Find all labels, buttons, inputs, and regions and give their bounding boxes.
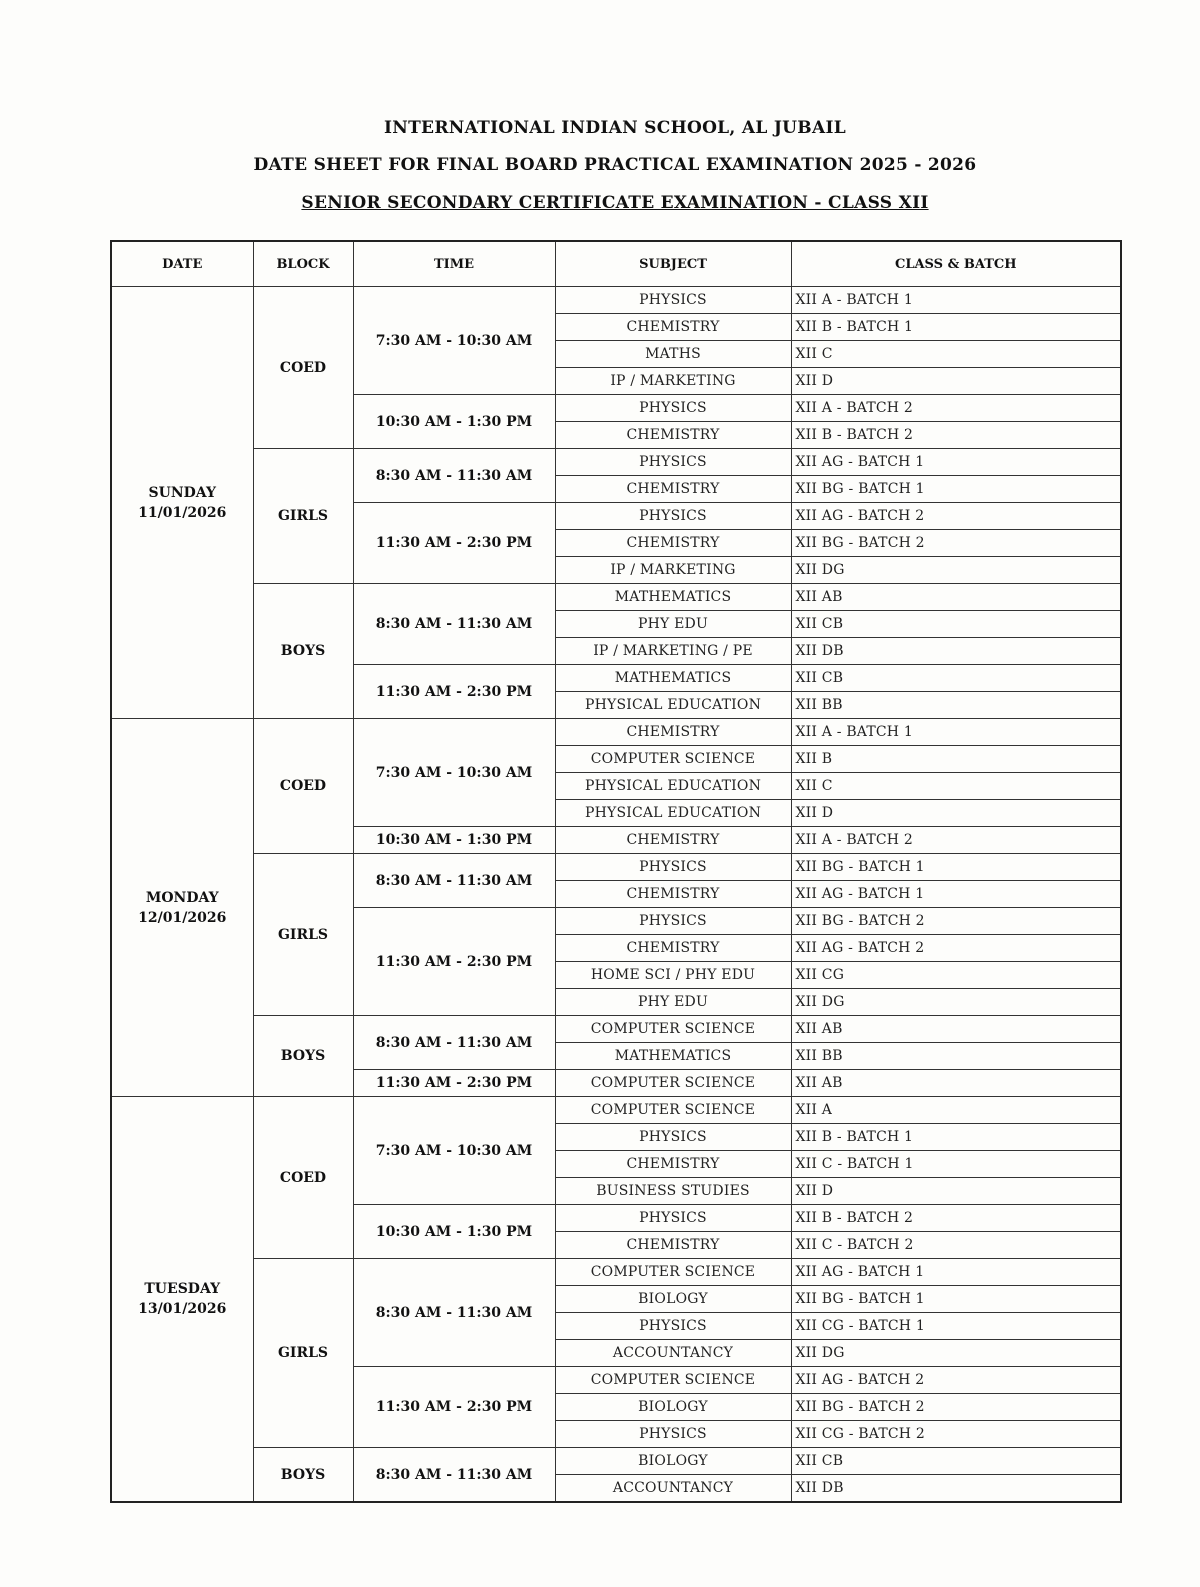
- subject-cell: CHEMISTRY: [555, 881, 791, 908]
- table-row: [111, 719, 1121, 746]
- class-batch-cell: XII D: [791, 368, 1121, 395]
- subject-cell: COMPUTER SCIENCE: [555, 746, 791, 773]
- class-batch-cell: XII AB: [791, 1070, 1121, 1097]
- class-batch-cell: XII DB: [791, 638, 1121, 665]
- exam-date: 13/01/2026: [138, 1301, 227, 1317]
- class-batch-cell: XII C - BATCH 2: [791, 1232, 1121, 1259]
- table-body: [111, 287, 1121, 1503]
- class-batch-cell: XII BG - BATCH 1: [791, 1286, 1121, 1313]
- class-batch-cell: XII CB: [791, 611, 1121, 638]
- day-name: MONDAY: [145, 889, 219, 906]
- subject-cell: PHYSICAL EDUCATION: [555, 800, 791, 827]
- class-batch-cell: XII DG: [791, 989, 1121, 1016]
- subject-cell: CHEMISTRY: [555, 719, 791, 746]
- subject-cell: COMPUTER SCIENCE: [555, 1016, 791, 1043]
- exam-date: 11/01/2026: [138, 504, 227, 521]
- document-header: [110, 118, 1120, 213]
- subject-cell: CHEMISTRY: [555, 827, 791, 854]
- subject-cell: IP / MARKETING / PE: [555, 638, 791, 665]
- block-cell: BOYS: [253, 1448, 353, 1503]
- subject-cell: PHYSICS: [555, 908, 791, 935]
- class-batch-cell: XII BB: [791, 692, 1121, 719]
- time-slot-cell: 7:30 AM - 10:30 AM: [353, 719, 555, 827]
- column-header-time: TIME: [353, 241, 555, 287]
- class-batch-cell: XII B - BATCH 1: [791, 314, 1121, 341]
- document-title: DATE SHEET FOR FINAL BOARD PRACTICAL EXAMINATION 2025 - 2026: [253, 155, 977, 175]
- column-header-class-batch: CLASS & BATCH: [791, 241, 1121, 287]
- class-batch-cell: XII AB: [791, 584, 1121, 611]
- class-batch-cell: XII BG - BATCH 2: [791, 1394, 1121, 1421]
- class-batch-cell: XII AG - BATCH 1: [791, 449, 1121, 476]
- subject-cell: PHYSICS: [555, 1313, 791, 1340]
- time-slot-cell: 11:30 AM - 2:30 PM: [353, 665, 555, 719]
- block-cell: COED: [253, 719, 353, 854]
- class-batch-cell: XII A - BATCH 2: [791, 827, 1121, 854]
- class-batch-cell: XII C: [791, 773, 1121, 800]
- class-batch-cell: XII BG - BATCH 1: [791, 476, 1121, 503]
- class-batch-cell: XII CG - BATCH 2: [791, 1421, 1121, 1448]
- subject-cell: PHYSICAL EDUCATION: [555, 773, 791, 800]
- time-slot-cell: 7:30 AM - 10:30 AM: [353, 1097, 555, 1205]
- subject-cell: BUSINESS STUDIES: [555, 1178, 791, 1205]
- class-batch-cell: XII C: [791, 341, 1121, 368]
- date-cell: [111, 719, 253, 1097]
- class-batch-cell: XII A - BATCH 2: [791, 395, 1121, 422]
- subject-cell: MATHEMATICS: [555, 665, 791, 692]
- table-row: [111, 449, 1121, 476]
- class-batch-cell: XII CG: [791, 962, 1121, 989]
- subject-cell: COMPUTER SCIENCE: [555, 1070, 791, 1097]
- block-cell: BOYS: [253, 584, 353, 719]
- class-batch-cell: XII B - BATCH 2: [791, 1205, 1121, 1232]
- class-batch-cell: XII AG - BATCH 2: [791, 1367, 1121, 1394]
- subject-cell: CHEMISTRY: [555, 1151, 791, 1178]
- class-batch-cell: XII AG - BATCH 1: [791, 1259, 1121, 1286]
- column-header-block: BLOCK: [253, 241, 353, 287]
- subject-cell: PHY EDU: [555, 989, 791, 1016]
- block-cell: BOYS: [253, 1016, 353, 1097]
- subject-cell: PHYSICS: [555, 287, 791, 314]
- day-name: TUESDAY: [144, 1281, 221, 1297]
- table-row: [111, 1448, 1121, 1475]
- subject-cell: CHEMISTRY: [555, 314, 791, 341]
- subject-cell: MATHEMATICS: [555, 1043, 791, 1070]
- class-batch-cell: XII CB: [791, 665, 1121, 692]
- subject-cell: MATHEMATICS: [555, 584, 791, 611]
- subject-cell: PHYSICS: [555, 1205, 791, 1232]
- subject-cell: PHYSICS: [555, 1421, 791, 1448]
- subject-cell: ACCOUNTANCY: [555, 1475, 791, 1503]
- subject-cell: IP / MARKETING: [555, 368, 791, 395]
- time-slot-cell: 10:30 AM - 1:30 PM: [353, 827, 555, 854]
- class-batch-cell: XII BG - BATCH 2: [791, 908, 1121, 935]
- subject-cell: BIOLOGY: [555, 1286, 791, 1313]
- subject-cell: CHEMISTRY: [555, 422, 791, 449]
- time-slot-cell: 8:30 AM - 11:30 AM: [353, 1448, 555, 1503]
- time-slot-cell: 8:30 AM - 11:30 AM: [353, 584, 555, 665]
- block-cell: COED: [253, 1097, 353, 1259]
- subject-cell: PHY EDU: [555, 611, 791, 638]
- time-slot-cell: 8:30 AM - 11:30 AM: [353, 854, 555, 908]
- class-batch-cell: XII AB: [791, 1016, 1121, 1043]
- subject-cell: CHEMISTRY: [555, 935, 791, 962]
- time-slot-cell: 8:30 AM - 11:30 AM: [353, 449, 555, 503]
- column-header-subject: SUBJECT: [555, 241, 791, 287]
- table-row: [111, 1259, 1121, 1286]
- subject-cell: ACCOUNTANCY: [555, 1340, 791, 1367]
- exam-date: 12/01/2026: [138, 909, 227, 926]
- day-name: SUNDAY: [148, 484, 216, 501]
- class-batch-cell: XII A: [791, 1097, 1121, 1124]
- subject-cell: PHYSICS: [555, 449, 791, 476]
- time-slot-cell: 11:30 AM - 2:30 PM: [353, 503, 555, 584]
- table-header-row: [111, 241, 1121, 287]
- block-cell: GIRLS: [253, 1259, 353, 1448]
- time-slot-cell: 10:30 AM - 1:30 PM: [353, 395, 555, 449]
- class-batch-cell: XII A - BATCH 1: [791, 287, 1121, 314]
- time-slot-cell: 8:30 AM - 11:30 AM: [353, 1259, 555, 1367]
- time-slot-cell: 11:30 AM - 2:30 PM: [353, 908, 555, 1016]
- class-batch-cell: XII A - BATCH 1: [791, 719, 1121, 746]
- table-row: [111, 1097, 1121, 1124]
- table-row: [111, 584, 1121, 611]
- subject-cell: HOME SCI / PHY EDU: [555, 962, 791, 989]
- class-batch-cell: XII DB: [791, 1475, 1121, 1503]
- block-cell: GIRLS: [253, 854, 353, 1016]
- class-batch-cell: XII D: [791, 800, 1121, 827]
- class-batch-cell: XII D: [791, 1178, 1121, 1205]
- class-batch-cell: XII DG: [791, 1340, 1121, 1367]
- subject-cell: PHYSICAL EDUCATION: [555, 692, 791, 719]
- subject-cell: BIOLOGY: [555, 1394, 791, 1421]
- school-name: INTERNATIONAL INDIAN SCHOOL, AL JUBAIL: [384, 118, 846, 138]
- subject-cell: PHYSICS: [555, 503, 791, 530]
- time-slot-cell: 11:30 AM - 2:30 PM: [353, 1070, 555, 1097]
- subject-cell: PHYSICS: [555, 854, 791, 881]
- time-slot-cell: 10:30 AM - 1:30 PM: [353, 1205, 555, 1259]
- class-batch-cell: XII BB: [791, 1043, 1121, 1070]
- subject-cell: COMPUTER SCIENCE: [555, 1367, 791, 1394]
- class-batch-cell: XII AG - BATCH 2: [791, 503, 1121, 530]
- subject-cell: PHYSICS: [555, 395, 791, 422]
- subject-cell: MATHS: [555, 341, 791, 368]
- subject-cell: IP / MARKETING: [555, 557, 791, 584]
- column-header-date: DATE: [111, 241, 253, 287]
- subject-cell: BIOLOGY: [555, 1448, 791, 1475]
- subject-cell: PHYSICS: [555, 1124, 791, 1151]
- date-cell: [111, 1097, 253, 1503]
- block-cell: GIRLS: [253, 449, 353, 584]
- table-row: [111, 287, 1121, 314]
- table-row: [111, 854, 1121, 881]
- class-batch-cell: XII BG - BATCH 2: [791, 530, 1121, 557]
- date-cell: [111, 287, 253, 719]
- subject-cell: COMPUTER SCIENCE: [555, 1259, 791, 1286]
- subject-cell: CHEMISTRY: [555, 1232, 791, 1259]
- class-batch-cell: XII AG - BATCH 1: [791, 881, 1121, 908]
- class-batch-cell: XII B - BATCH 1: [791, 1124, 1121, 1151]
- class-batch-cell: XII CB: [791, 1448, 1121, 1475]
- time-slot-cell: 11:30 AM - 2:30 PM: [353, 1367, 555, 1448]
- class-batch-cell: XII B: [791, 746, 1121, 773]
- subject-cell: CHEMISTRY: [555, 530, 791, 557]
- class-batch-cell: XII B - BATCH 2: [791, 422, 1121, 449]
- time-slot-cell: 8:30 AM - 11:30 AM: [353, 1016, 555, 1070]
- time-slot-cell: 7:30 AM - 10:30 AM: [353, 287, 555, 395]
- subject-cell: COMPUTER SCIENCE: [555, 1097, 791, 1124]
- document-subtitle: SENIOR SECONDARY CERTIFICATE EXAMINATION - CLASS XII: [301, 193, 929, 213]
- table-row: [111, 1016, 1121, 1043]
- date-sheet-table: [110, 240, 1122, 1503]
- class-batch-cell: XII BG - BATCH 1: [791, 854, 1121, 881]
- subject-cell: CHEMISTRY: [555, 476, 791, 503]
- class-batch-cell: XII DG: [791, 557, 1121, 584]
- class-batch-cell: XII CG - BATCH 1: [791, 1313, 1121, 1340]
- block-cell: COED: [253, 287, 353, 449]
- class-batch-cell: XII C - BATCH 1: [791, 1151, 1121, 1178]
- class-batch-cell: XII AG - BATCH 2: [791, 935, 1121, 962]
